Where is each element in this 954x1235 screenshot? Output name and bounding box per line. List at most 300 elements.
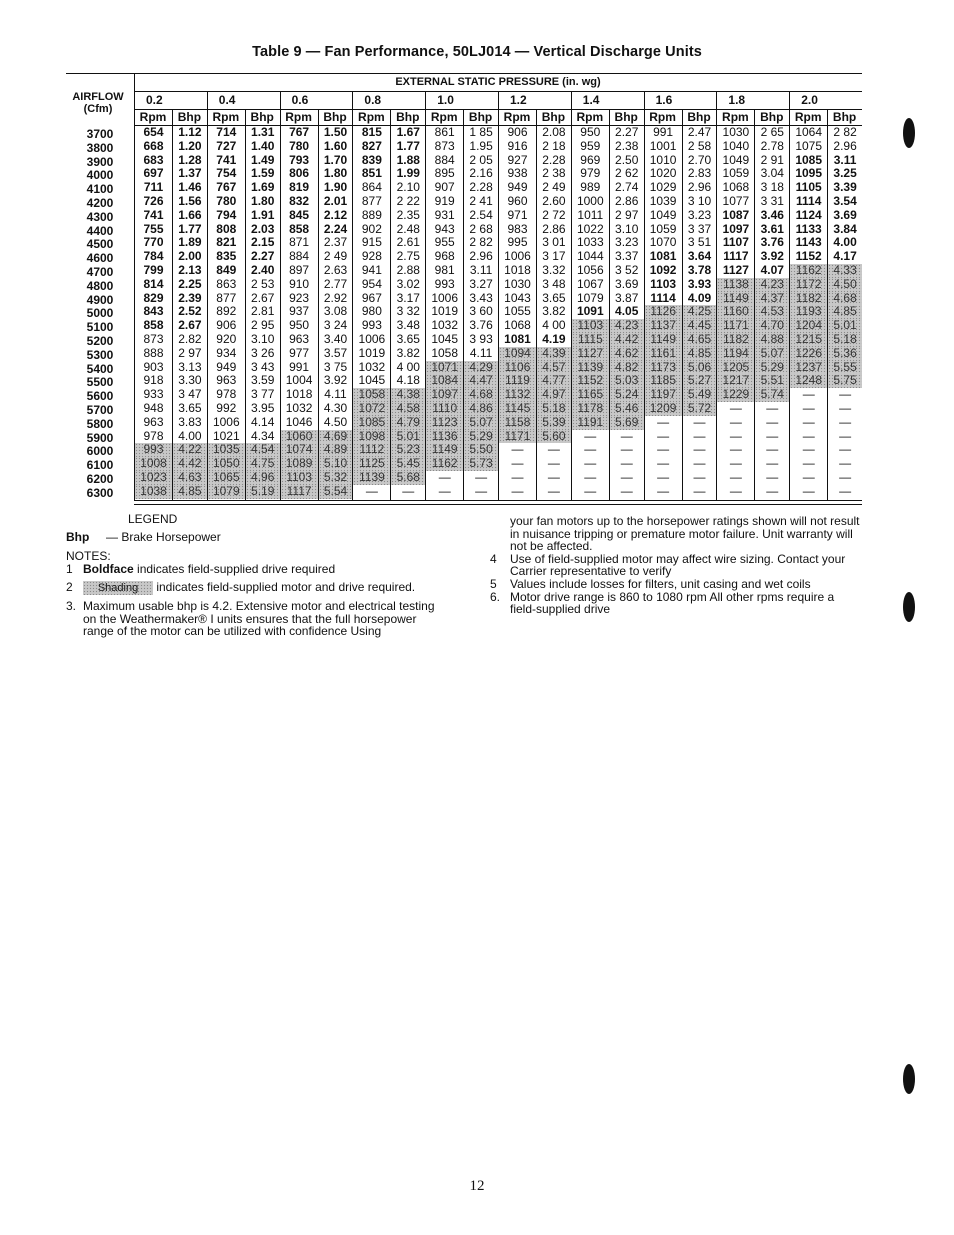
rpm-cell: 960 <box>507 194 528 208</box>
rpm-cell: 1006 <box>212 414 240 429</box>
rpm-cell: 931 <box>434 207 455 222</box>
bhp-cell: 2.28 <box>542 152 566 167</box>
rpm-cell: 1006 <box>358 332 386 346</box>
notes-right-column <box>490 515 862 616</box>
rpm-cell: 654 <box>143 125 164 139</box>
bhp-cell: — <box>839 470 852 484</box>
bhp-cell: 2.81 <box>251 304 275 319</box>
rpm-cell: 1008 <box>135 457 172 471</box>
rpm-cell: 1060 <box>281 430 318 444</box>
rpm-cell: 1094 <box>499 347 536 361</box>
bhp-cell: 4.23 <box>755 278 789 292</box>
bhp-cell: 5.39 <box>537 416 571 430</box>
bhp-cell: 2.27 <box>615 125 639 139</box>
rpm-cell: 1020 <box>649 166 677 181</box>
bhp-cell: 5.32 <box>319 471 353 485</box>
bhp-cell: 2.88 <box>396 263 420 277</box>
bhp-cell: 3.32 <box>542 263 566 277</box>
rpm-cell: 770 <box>143 235 164 250</box>
rpm-cell: 1004 <box>285 373 313 388</box>
rpm-cell: 1092 <box>649 263 677 277</box>
rpm-cell: 906 <box>507 125 528 139</box>
bhp-cell: 3.11 <box>833 152 857 167</box>
rpm-cell: — <box>511 470 524 484</box>
bhp-cell: 4.05 <box>615 304 639 319</box>
rpm-cell: 948 <box>143 401 164 415</box>
rpm-cell: 1023 <box>135 471 172 485</box>
rpm-cell: 1098 <box>353 430 390 444</box>
bhp-cell: 5.45 <box>391 457 425 471</box>
bhp-cell: 2.78 <box>760 138 784 153</box>
bhp-cell: — <box>693 456 706 471</box>
rpm-cell: 989 <box>580 180 601 195</box>
bhp-cell: 4.62 <box>610 347 644 361</box>
bhp-cell: 3 31 <box>760 194 784 208</box>
bhp-subheader: Bhp <box>687 110 711 124</box>
bhp-cell: 1.95 <box>469 138 493 153</box>
rpm-cell: 815 <box>361 125 382 139</box>
bhp-subheader: Bhp <box>177 110 202 124</box>
bhp-cell: 3 43 <box>251 359 275 374</box>
rpm-cell: 1127 <box>572 347 609 361</box>
bhp-cell: 4.14 <box>251 414 275 429</box>
rpm-cell: 1149 <box>426 443 463 457</box>
bhp-cell: 5.75 <box>828 374 862 388</box>
airflow-value: 6300 <box>86 485 114 500</box>
rpm-cell: 1030 <box>722 125 750 139</box>
bhp-subheader: Bhp <box>832 110 857 124</box>
note-1-text: indicates field-supplied drive required <box>133 562 336 576</box>
pressure-value: 0.6 <box>291 93 309 107</box>
rpm-cell: 1226 <box>790 347 827 361</box>
rpm-cell: 1182 <box>717 333 754 347</box>
table-title: Table 9 — Fan Performance, 50LJ014 — Vertical Discharge Units <box>252 44 702 60</box>
rpm-cell: 971 <box>507 207 528 222</box>
bhp-cell: 5.10 <box>319 457 353 471</box>
note-1-number: 1 <box>66 562 73 576</box>
bhp-cell: 1.31 <box>251 125 275 139</box>
rpm-cell: 1058 <box>353 388 390 402</box>
bhp-cell: 1.90 <box>323 180 348 195</box>
rpm-cell: — <box>802 401 815 415</box>
bhp-cell: 4.38 <box>391 388 425 402</box>
rpm-cell: — <box>802 483 815 498</box>
bhp-cell: 1.67 <box>396 125 420 139</box>
bhp-cell: 2.13 <box>178 263 202 277</box>
airflow-value: 4300 <box>86 209 114 224</box>
bhp-cell: 3.57 <box>323 345 348 360</box>
bhp-cell: 4.68 <box>464 388 498 402</box>
bhp-cell: 2.96 <box>469 249 493 264</box>
bhp-cell: 2 68 <box>469 221 493 236</box>
bhp-cell: 3.76 <box>760 235 784 250</box>
rpm-subheader: Rpm <box>430 110 458 124</box>
bhp-cell: 3.37 <box>615 249 639 264</box>
bhp-cell: 1.77 <box>178 221 202 236</box>
rpm-cell: — <box>365 483 378 498</box>
note-3-number: 3. <box>66 599 77 613</box>
bhp-cell: — <box>839 387 852 402</box>
bhp-cell: 3.95 <box>251 401 275 415</box>
bhp-cell: 2.03 <box>251 221 275 236</box>
bhp-cell: 4.11 <box>324 387 347 402</box>
rpm-cell: 1000 <box>576 194 604 208</box>
rpm-cell: 668 <box>143 138 164 153</box>
bhp-cell: 3.82 <box>542 304 566 319</box>
rpm-cell: 1091 <box>576 304 604 319</box>
bhp-cell: 2.96 <box>833 138 857 153</box>
rpm-cell: — <box>729 442 742 457</box>
notes-heading: NOTES: <box>66 549 111 563</box>
airflow-value: 4100 <box>86 182 114 197</box>
bhp-cell: 1.50 <box>323 125 348 139</box>
rpm-cell: — <box>511 442 524 457</box>
bhp-cell: 2.67 <box>178 318 202 333</box>
rpm-cell: — <box>584 456 597 471</box>
rpm-cell: 991 <box>289 359 310 374</box>
rpm-cell: 1079 <box>208 485 245 499</box>
rpm-cell: 941 <box>361 263 382 277</box>
bhp-cell: 4.45 <box>683 319 717 333</box>
rpm-cell: 877 <box>216 290 237 305</box>
airflow-value: 4400 <box>86 223 114 238</box>
rpm-subheader: Rpm <box>649 110 676 124</box>
rpm-cell: 888 <box>143 345 164 360</box>
bhp-cell: — <box>693 428 706 443</box>
bhp-cell: — <box>839 483 852 498</box>
rpm-cell: — <box>438 483 451 498</box>
bhp-cell: 4.33 <box>828 264 862 278</box>
bhp-cell: 1.77 <box>396 138 420 153</box>
bhp-cell: 5.06 <box>683 361 717 375</box>
bhp-cell: — <box>620 483 633 498</box>
rpm-cell: 938 <box>507 166 528 181</box>
bhp-cell: 3.17 <box>396 290 420 305</box>
pressure-value: 0.4 <box>218 93 236 107</box>
rpm-cell: — <box>584 470 597 484</box>
bhp-cell: 4 00 <box>396 359 420 374</box>
bhp-cell: 2.25 <box>178 276 202 291</box>
bhp-cell: 2 05 <box>469 152 493 167</box>
airflow-value: 5400 <box>86 361 114 376</box>
bhp-subheader: Bhp <box>760 110 784 124</box>
bhp-cell: 4.77 <box>537 374 571 388</box>
bhp-cell: 5.01 <box>828 319 862 333</box>
rpm-cell: 1056 <box>576 263 604 277</box>
airflow-value: 5300 <box>86 347 114 362</box>
bhp-cell: 4.00 <box>833 235 857 250</box>
rpm-cell: 928 <box>361 249 382 264</box>
bhp-cell: 3.93 <box>687 276 712 291</box>
rpm-cell: 955 <box>434 235 455 250</box>
bhp-cell: 4.85 <box>173 485 207 499</box>
bhp-cell: 5.23 <box>391 443 425 457</box>
bhp-cell: 1.28 <box>178 152 202 167</box>
bhp-cell: 3 18 <box>760 180 784 195</box>
pressure-value: 0.8 <box>364 93 382 107</box>
bhp-cell: 4.09 <box>687 290 712 305</box>
rpm-cell: 858 <box>289 221 310 236</box>
note-2-text: indicates field-supplied motor and drive required. <box>153 580 416 595</box>
rpm-cell: 849 <box>216 263 237 277</box>
bhp-cell: 2.12 <box>323 207 348 222</box>
rpm-cell: 1185 <box>645 374 682 388</box>
rpm-cell: 1194 <box>717 347 754 361</box>
rpm-cell: 808 <box>216 221 237 236</box>
rpm-cell: 1149 <box>645 333 682 347</box>
bhp-cell: 4.47 <box>464 374 498 388</box>
rpm-cell: — <box>802 456 815 471</box>
bhp-cell: 2.50 <box>615 152 639 167</box>
bhp-cell: 2.01 <box>323 194 348 208</box>
rpm-cell: 1204 <box>790 319 827 333</box>
rpm-cell: 767 <box>216 180 237 195</box>
bhp-cell: 3.65 <box>396 332 420 346</box>
rpm-cell: — <box>802 428 815 443</box>
rpm-cell: 821 <box>216 235 237 250</box>
rpm-cell: 1162 <box>790 264 827 278</box>
bhp-cell: 3 01 <box>542 235 566 250</box>
bhp-cell: 3.02 <box>396 276 420 291</box>
bhp-cell: 2.24 <box>323 221 348 236</box>
bhp-cell: 3 24 <box>323 318 348 333</box>
rpm-cell: 741 <box>143 207 164 222</box>
rpm-cell: 839 <box>361 152 382 167</box>
rpm-cell: 1032 <box>285 401 313 415</box>
rpm-cell: 1103 <box>650 276 677 291</box>
bhp-cell: 2.54 <box>469 207 493 222</box>
bhp-cell: 2.63 <box>323 263 348 277</box>
bhp-cell: 2.35 <box>396 207 420 222</box>
rpm-cell: 983 <box>507 221 528 236</box>
bhp-cell: 2 18 <box>542 138 566 153</box>
bhp-cell: 3 47 <box>178 387 202 402</box>
bhp-cell: — <box>839 428 852 443</box>
rpm-cell: 799 <box>143 263 164 277</box>
bhp-cell: 2 97 <box>178 345 202 360</box>
rpm-cell: — <box>438 470 451 484</box>
rpm-cell: 1067 <box>576 276 604 291</box>
rpm-cell: 1125 <box>353 457 390 471</box>
rpm-cell: 884 <box>289 249 310 264</box>
airflow-header-unit: (Cfm) <box>83 103 113 115</box>
rpm-cell: 1162 <box>426 457 463 471</box>
rpm-cell: 978 <box>143 428 164 443</box>
bhp-cell: 2.74 <box>615 180 639 195</box>
rpm-cell: 1145 <box>499 402 536 416</box>
bhp-cell: 3 60 <box>469 304 493 319</box>
bhp-cell: 4.65 <box>683 333 717 347</box>
rpm-cell: 1097 <box>722 221 750 236</box>
bhp-cell: 4.89 <box>319 443 353 457</box>
bhp-cell: 4.68 <box>828 292 862 306</box>
rpm-cell: 819 <box>289 180 310 195</box>
bhp-cell: — <box>839 401 852 415</box>
pressure-value: 1.4 <box>582 93 600 107</box>
bhp-cell: 4.39 <box>537 347 571 361</box>
page-number: 12 <box>469 1178 485 1194</box>
bhp-cell: 4.79 <box>391 416 425 430</box>
rpm-cell: 1071 <box>426 361 463 375</box>
rpm-cell: 1058 <box>431 345 459 360</box>
rpm-cell: 1033 <box>576 235 604 250</box>
pressure-value: 1.6 <box>655 93 673 107</box>
rpm-cell: 1075 <box>795 138 823 153</box>
bhp-cell: 2.86 <box>542 221 566 236</box>
bhp-cell: 5.24 <box>610 388 644 402</box>
rpm-cell: 980 <box>361 304 382 319</box>
airflow-value: 3700 <box>86 127 114 141</box>
bhp-cell: 3.87 <box>615 290 639 305</box>
rpm-cell: — <box>729 414 742 429</box>
bhp-cell: 4.82 <box>610 361 644 375</box>
bhp-cell: 2 22 <box>396 194 420 208</box>
rpm-cell: 1032 <box>431 318 459 333</box>
bhp-cell: 4.69 <box>319 430 353 444</box>
bhp-cell: 2 91 <box>760 152 784 167</box>
note-6-number: 6. <box>490 589 501 604</box>
rpm-cell: 697 <box>143 166 164 181</box>
rpm-cell: 1205 <box>717 361 754 375</box>
bhp-cell: 2.70 <box>687 152 712 167</box>
rpm-cell: 873 <box>143 332 164 346</box>
bhp-cell: 4.23 <box>610 319 644 333</box>
rpm-cell: 1070 <box>649 235 677 250</box>
bhp-cell: 2.39 <box>178 290 202 305</box>
bhp-cell: — <box>766 442 779 457</box>
rpm-cell: 934 <box>216 345 237 360</box>
bhp-cell: 4.53 <box>755 305 789 319</box>
bhp-cell: 5.69 <box>610 416 644 430</box>
rpm-cell: 1045 <box>431 332 459 346</box>
rpm-cell: 923 <box>289 290 310 305</box>
airflow-value: 6000 <box>86 444 114 459</box>
rpm-cell: 1143 <box>795 235 822 250</box>
bhp-cell: 2.00 <box>178 249 202 264</box>
rpm-cell: 1049 <box>649 207 677 222</box>
bhp-cell: 4.25 <box>683 305 717 319</box>
bhp-cell: 4.17 <box>833 249 857 264</box>
bhp-cell: 5.29 <box>464 430 498 444</box>
rpm-cell: 1089 <box>281 457 318 471</box>
binder-hole-mark <box>903 118 915 148</box>
rpm-cell: 927 <box>507 152 528 167</box>
bhp-cell: 4.96 <box>246 471 280 485</box>
bhp-cell: — <box>547 456 560 471</box>
note-3-continued <box>490 515 862 553</box>
rpm-cell: 1119 <box>499 374 536 388</box>
rpm-cell: 1197 <box>645 388 682 402</box>
airflow-value: 5200 <box>86 334 114 348</box>
rpm-cell: 1022 <box>576 221 604 236</box>
rpm-cell: 1115 <box>572 333 609 347</box>
rpm-cell: 1019 <box>358 345 386 360</box>
bhp-cell: — <box>547 442 560 457</box>
airflow-value: 4500 <box>86 237 114 252</box>
rpm-cell: 1124 <box>795 207 822 222</box>
bhp-cell: 5.18 <box>537 402 571 416</box>
bhp-cell: 1.66 <box>178 207 202 222</box>
bhp-cell: 2 97 <box>615 207 639 222</box>
bhp-cell: 2 95 <box>251 318 275 333</box>
bhp-cell: 2 41 <box>469 194 493 208</box>
rpm-cell: 863 <box>216 276 237 291</box>
rpm-cell: — <box>584 483 597 498</box>
airflow-value: 5900 <box>86 430 114 445</box>
rpm-cell: 1019 <box>431 304 459 319</box>
rpm-cell: 1072 <box>353 402 390 416</box>
rpm-cell: 741 <box>216 152 237 167</box>
rpm-cell: 978 <box>216 387 237 402</box>
bhp-cell: 3 52 <box>615 263 639 277</box>
rpm-cell: 1095 <box>795 166 823 181</box>
rpm-cell: 1106 <box>499 361 536 375</box>
bhp-cell: 1.60 <box>323 138 348 153</box>
bhp-cell: 5.07 <box>464 416 498 430</box>
bhp-cell: 1.12 <box>178 125 202 139</box>
note-5-text: Values include losses for filters, unit casing and wet coils <box>510 576 811 591</box>
pressure-value: 1.8 <box>728 93 746 107</box>
rpm-cell: 1085 <box>795 152 823 167</box>
rpm-cell: 916 <box>507 138 528 153</box>
bhp-cell: — <box>693 442 706 457</box>
bhp-cell: 5.36 <box>828 347 862 361</box>
bhp-cell: 2.48 <box>396 221 420 236</box>
rpm-cell: 895 <box>434 166 455 181</box>
bhp-cell: 2 72 <box>542 207 566 222</box>
bhp-cell: 3.69 <box>833 207 857 222</box>
rpm-cell: 1006 <box>431 290 459 305</box>
rpm-cell: 1114 <box>650 290 676 305</box>
airflow-value: 5500 <box>86 375 114 390</box>
bhp-cell: 4.57 <box>537 361 571 375</box>
note-6-text: Motor drive range is 860 to 1080 rpm All other rpms require a field-supplied drive <box>510 589 835 617</box>
rpm-cell: 1029 <box>649 180 677 195</box>
bhp-cell: 4 00 <box>542 318 566 333</box>
bhp-cell: — <box>766 483 779 498</box>
rpm-cell: 1229 <box>717 388 754 402</box>
rpm-cell: 1171 <box>499 430 536 444</box>
rpm-cell: 950 <box>289 318 310 333</box>
bhp-cell: 3.10 <box>251 332 275 346</box>
rpm-cell: 1084 <box>426 374 463 388</box>
rpm-cell: 1032 <box>358 359 386 374</box>
bhp-cell: 3 77 <box>251 387 275 402</box>
bhp-cell: 1.88 <box>396 152 420 167</box>
rpm-cell: 959 <box>580 138 601 153</box>
bhp-cell: — <box>766 414 779 429</box>
bhp-cell: 3 48 <box>542 276 566 291</box>
rpm-cell: — <box>584 428 597 443</box>
rpm-cell: 969 <box>580 152 601 167</box>
rpm-cell: 1138 <box>717 278 754 292</box>
rpm-cell: 1087 <box>722 207 750 222</box>
bhp-cell: 5.07 <box>755 347 789 361</box>
bhp-cell: 1.49 <box>251 152 275 167</box>
bhp-subheader: Bhp <box>614 110 638 124</box>
airflow-value: 4800 <box>86 278 114 293</box>
rpm-cell: 919 <box>434 194 455 208</box>
bhp-cell: 3.76 <box>469 318 493 333</box>
rpm-cell: 851 <box>361 166 382 181</box>
bhp-cell: 1.20 <box>178 138 202 153</box>
bhp-cell: 2 49 <box>542 180 566 195</box>
bhp-cell: — <box>839 442 852 457</box>
rpm-cell: 1043 <box>504 290 531 305</box>
airflow-header-label: AIRFLOW <box>72 91 124 103</box>
bhp-cell: — <box>693 483 706 498</box>
rpm-cell: 873 <box>434 138 455 153</box>
